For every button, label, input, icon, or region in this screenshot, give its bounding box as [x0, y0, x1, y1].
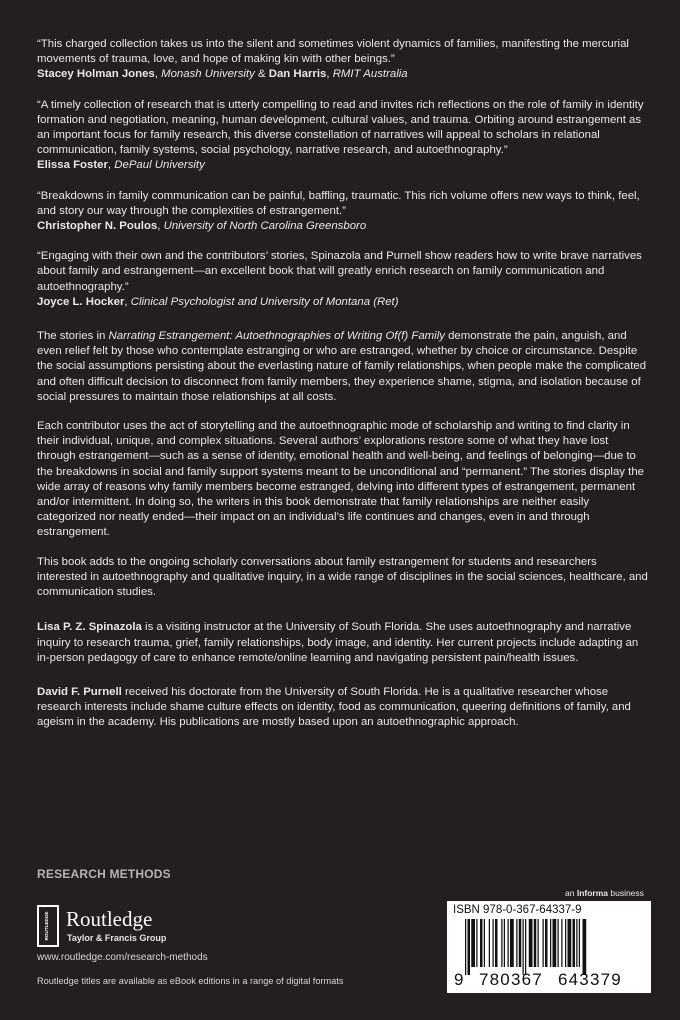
endorser-name: Joyce L. Hocker [37, 295, 125, 308]
barcode-bar [484, 919, 485, 967]
barcode-bar [468, 919, 471, 975]
barcode-bars [447, 919, 651, 975]
endorser-joiner: & [254, 68, 269, 81]
barcode-bar [561, 919, 562, 967]
endorsement-quote: “This charged collection takes us into the silent and sometimes violent dynamics of families, manifesting the mercurial movements of trauma, love, and hope of making kin with other beings.” [37, 38, 629, 66]
barcode-bar [565, 919, 566, 967]
book-title: Narrating Estrangement: Autoethnographies of Writing Of(f) Family [108, 330, 445, 343]
barcode-bar [576, 919, 577, 967]
barcode-bar [545, 919, 548, 967]
endorser-affiliation: DePaul University [114, 159, 205, 172]
author-name: David F. Purnell [37, 685, 122, 698]
description-text: demonstrate the pain, anguish, and even relief felt by those who contemplate estranging or who are estranged, whether by choice or circumstance. Despite the social assumptions persisting about the everlasting nature of family relationships, when people make the complicated and often difficult decision to disconnect from family members, they experience shame, stigma, and isolation because of social pressures to maintain those relationships at all costs. [37, 330, 647, 403]
author-bio-text: is a visiting instructor at the University of South Florida. She uses autoethnography and narrative inquiry to research trauma, grief, family relationships, body image, and identity. Her current projects include adapting an in-person pedagogy of care to enhance remote/online learning and navigating persistent pain/health issues. [37, 621, 639, 664]
barcode-bar [534, 919, 537, 967]
endorser-name: Dan Harris [268, 68, 327, 81]
endorser-name: Stacey Holman Jones [37, 68, 155, 81]
description-text: The stories in [37, 330, 109, 343]
barcode-bar [495, 919, 498, 967]
endorsement [37, 249, 649, 310]
barcode-digit-first: 9 [454, 970, 464, 989]
barcode-bar [480, 919, 483, 967]
author-bio [37, 685, 649, 731]
barcode-bar [529, 919, 533, 967]
barcode-bar [543, 919, 544, 967]
publisher-name: Routledge [66, 907, 153, 931]
barcode-bar [553, 919, 557, 967]
publisher-group: Taylor & Francis Group [67, 933, 167, 943]
logo-letters: ROUTLEDGE [44, 911, 49, 941]
routledge-logo-icon [37, 905, 59, 947]
barcode-bar [493, 919, 494, 967]
endorsement [37, 98, 649, 174]
isbn-number: ISBN 978-0-367-64337-9 [453, 904, 582, 916]
barcode-bar [573, 919, 576, 967]
endorser-name: Elissa Foster [37, 159, 108, 172]
publisher-logo [37, 905, 337, 950]
informa-prefix: an [565, 888, 577, 898]
publisher-url[interactable]: www.routledge.com/research-methods [37, 952, 208, 963]
author-bio-text: received his doctorate from the University of South Florida. He is a qualitative researcher whose research interests include shame culture effects on identity, food as communication, queering definitions of family, and ageism in the academy. His publications are mostly based upon an autoethnographic approach. [37, 685, 631, 729]
back-cover-text [37, 37, 649, 745]
endorsement-quote: “Breakdowns in family communication can be painful, baffling, traumatic. This rich volume offers new ways to think, feel, and story our way through the complexities of estrangement.” [37, 189, 640, 217]
barcode-bar [465, 919, 466, 975]
barcode-bar [516, 919, 517, 967]
barcode-bar [550, 919, 551, 967]
endorser-affiliation: University of North Carolina Greensboro [163, 220, 367, 233]
informa-suffix: business [608, 888, 644, 898]
barcode-group-1: 780367 [479, 970, 543, 989]
endorser-affiliation: Clinical Psychologist and University of Montana (Ret) [130, 295, 399, 308]
description-paragraph: This book adds to the ongoing scholarly conversations about family estrangement for students and researchers interested in autoethnography and qualitative inquiry, in a wide range of disciplines in the social sciences, healthcare, and communication studies. [37, 555, 648, 599]
barcode-bar [476, 919, 477, 967]
barcode-bar [504, 919, 505, 967]
barcode-bar [523, 919, 524, 975]
barcode-bar [508, 919, 509, 967]
endorser-name: Christopher N. Poulos [37, 220, 158, 233]
barcode-bar [558, 919, 559, 967]
barcode-bar [510, 919, 514, 967]
endorsement-attribution: Joyce L. Hocker, Clinical Psychologist and University of Montana (Ret) [37, 295, 399, 308]
ebook-note: Routledge titles are available as eBook editions in a range of digital formats [37, 976, 344, 986]
informa-name: Informa [576, 888, 608, 898]
author-name: Lisa P. Z. Spinazola [37, 621, 142, 634]
barcode-group-2: 643379 [558, 970, 622, 989]
subject-category: RESEARCH METHODS [37, 867, 171, 881]
endorsement-attribution: Elissa Foster, DePaul University [37, 159, 205, 172]
endorser-affiliation: Monash University [161, 68, 255, 81]
endorsement-attribution: Christopher N. Poulos, University of North Carolina Greensboro [37, 220, 367, 233]
description-paragraph: Each contributor uses the act of storytelling and the autoethnographic mode of scholarship and writing to find clarity in their individual, unique, and complex situations. Several authors’ explorations restore some of what they have lost through estrangement—such as a sense of identity, emotional health and well-being, and feelings of belonging—due to the breakdowns in social and family support systems meant to be unconditional and “permanent.” The stories display the wide array of reasons why family members become estranged, delving into different types of estrangement, permanent and/or intermittent. In doing so, the writers in this book demonstrate that family relationships are neither easily categorized nor neatly ended—their impact on an individual’s life continues and changes, even in and through estrangement. [37, 420, 644, 539]
barcode-bar [579, 919, 580, 967]
barcode-bar [489, 919, 490, 967]
endorsement [37, 37, 649, 83]
barcode-bar [519, 919, 522, 967]
informa-tagline [565, 888, 644, 898]
author-bio [37, 620, 649, 666]
endorsement [37, 189, 649, 235]
barcode-bar [471, 919, 475, 967]
isbn-barcode [447, 901, 651, 993]
barcode-bar [501, 919, 502, 967]
barcode-bar [538, 919, 539, 967]
barcode-bar [525, 919, 526, 975]
endorsement-attribution: Stacey Holman Jones, Monash University & Dan Harris, RMIT Australia [37, 68, 408, 81]
barcode-bar [583, 919, 587, 975]
barcode-bar [568, 919, 572, 967]
endorser-affiliation: RMIT Australia [332, 68, 408, 81]
endorsement-quote: “A timely collection of research that is utterly compelling to read and invites rich reflections on the role of family in identity formation and negotiation, meaning, human development, cultural values, and trauma. Orbiting around estrangement as an important focus for family research, this diverse constellation of narratives will appeal to scholars in relational communication, family systems, social psychology, narrative research, and autoethnography.” [37, 98, 644, 157]
description-paragraph [37, 329, 649, 405]
endorsement-quote: “Engaging with their own and the contributors’ stories, Spinazola and Purnell show readers how to write brave narratives about family and estrangement—an excellent book that will greatly enrich research on family communication and autoethnography.” [37, 250, 642, 293]
